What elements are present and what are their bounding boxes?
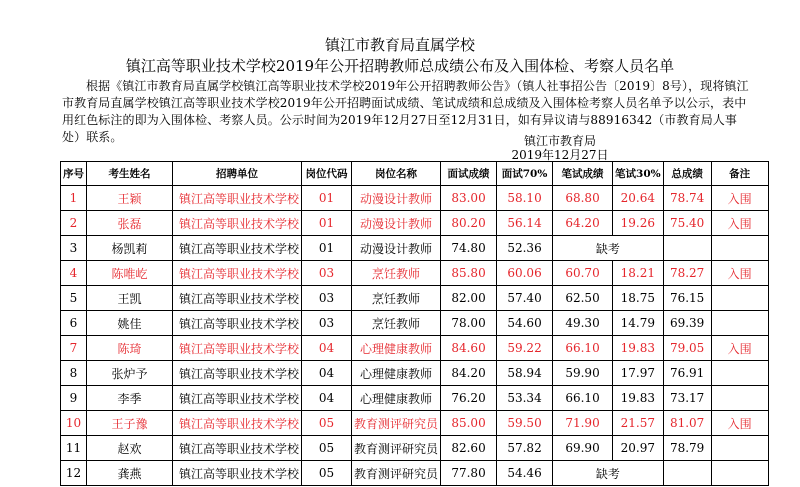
cell-written30: 19.83 [613,386,664,411]
cell-post: 动漫设计教师 [352,211,441,236]
cell-total [663,461,711,486]
cell-name: 姚佳 [87,311,173,336]
cell-unit: 镇江高等职业技术学校 [173,361,302,386]
table-row [61,211,769,236]
cell-written30: 19.26 [613,211,664,236]
table-row [61,436,769,461]
header-code: 岗位代码 [302,162,352,186]
cell-name: 陈唯屹 [87,261,173,286]
cell-post: 烹饪教师 [352,311,441,336]
cell-total: 78.27 [663,261,711,286]
cell-written30: 18.21 [613,261,664,286]
cell-post: 动漫设计教师 [352,236,441,261]
header-post: 岗位名称 [352,162,441,186]
cell-no: 6 [61,311,87,336]
cell-name: 赵欢 [87,436,173,461]
cell-interview70: 59.22 [497,336,553,361]
cell-unit: 镇江高等职业技术学校 [173,261,302,286]
table-row [61,186,769,211]
results-table [60,161,769,486]
table-row [61,386,769,411]
cell-name: 李季 [87,386,173,411]
cell-interview70: 58.10 [497,186,553,211]
cell-post: 教育测评研究员 [352,461,441,486]
cell-note: 入围 [711,411,768,436]
cell-total: 79.05 [663,336,711,361]
cell-interview70: 60.06 [497,261,553,286]
cell-written: 68.80 [553,186,613,211]
cell-written: 71.90 [553,411,613,436]
cell-post: 心理健康教师 [352,336,441,361]
cell-interview: 76.20 [441,386,497,411]
cell-interview: 78.00 [441,311,497,336]
header-total: 总成绩 [663,162,711,186]
cell-written: 66.10 [553,386,613,411]
cell-unit: 镇江高等职业技术学校 [173,211,302,236]
cell-note [711,361,768,386]
cell-unit: 镇江高等职业技术学校 [173,336,302,361]
cell-interview: 82.00 [441,286,497,311]
cell-no: 8 [61,361,87,386]
cell-code: 04 [302,386,352,411]
cell-written: 49.30 [553,311,613,336]
cell-interview70: 57.82 [497,436,553,461]
cell-written30: 18.75 [613,286,664,311]
cell-interview: 84.20 [441,361,497,386]
cell-post: 心理健康教师 [352,361,441,386]
header-no: 序号 [61,162,87,186]
cell-interview70: 52.36 [497,236,553,261]
cell-name: 龚燕 [87,461,173,486]
cell-no: 12 [61,461,87,486]
header-written: 笔试成绩 [553,162,613,186]
table-row [61,311,769,336]
cell-interview70: 58.94 [497,361,553,386]
header-interview70: 面试70% [497,162,553,186]
cell-code: 03 [302,311,352,336]
header-unit: 招聘单位 [173,162,302,186]
intro-paragraph: 根据《镇江市教育局直属学校镇江高等职业技术学校2019年公开招聘教师公告》（镇人社事招公告〔2019〕8号），现将镇江市教育局直属学校镇江高等职业技术学校2019年公开招聘面试成绩、笔试成绩和总成绩及入围体检考察人员名单予以公示，表中用红色标注的即为入围体检、考察人员。公示时间为2019年12月27日至12月31日，如有异议请与88916342（市教育局人事处）联系。 [62,79,749,144]
table-row [61,236,769,261]
cell-total: 73.17 [663,386,711,411]
cell-total: 78.74 [663,186,711,211]
cell-written: 66.10 [553,336,613,361]
cell-name: 杨凯莉 [87,236,173,261]
cell-unit: 镇江高等职业技术学校 [173,386,302,411]
cell-total: 78.79 [663,436,711,461]
cell-total: 76.91 [663,361,711,386]
cell-note: 入围 [711,336,768,361]
cell-name: 陈琦 [87,336,173,361]
table-body [61,186,769,486]
cell-interview: 83.00 [441,186,497,211]
cell-total: 75.40 [663,211,711,236]
cell-no: 1 [61,186,87,211]
cell-no: 7 [61,336,87,361]
cell-note [711,236,768,261]
cell-post: 烹饪教师 [352,286,441,311]
cell-interview: 82.60 [441,436,497,461]
cell-name: 王凯 [87,286,173,311]
cell-code: 03 [302,261,352,286]
cell-interview70: 56.14 [497,211,553,236]
page-subtitle: 镇江高等职业技术学校2019年公开招聘教师总成绩公布及入围体检、考察人员名单 [125,57,675,75]
cell-written: 60.70 [553,261,613,286]
cell-no: 3 [61,236,87,261]
cell-absent: 缺考 [553,236,664,261]
cell-note [711,436,768,461]
cell-name: 王子豫 [87,411,173,436]
cell-written: 64.20 [553,211,613,236]
cell-note [711,461,768,486]
cell-interview70: 54.60 [497,311,553,336]
cell-unit: 镇江高等职业技术学校 [173,411,302,436]
cell-unit: 镇江高等职业技术学校 [173,311,302,336]
cell-post: 动漫设计教师 [352,186,441,211]
cell-unit: 镇江高等职业技术学校 [173,186,302,211]
header-name: 考生姓名 [87,162,173,186]
cell-written: 59.90 [553,361,613,386]
cell-note: 入围 [711,186,768,211]
cell-note [711,286,768,311]
cell-interview: 85.00 [441,411,497,436]
cell-unit: 镇江高等职业技术学校 [173,286,302,311]
cell-no: 5 [61,286,87,311]
cell-interview: 85.80 [441,261,497,286]
cell-code: 03 [302,286,352,311]
cell-interview: 84.60 [441,336,497,361]
cell-no: 9 [61,386,87,411]
cell-interview: 77.80 [441,461,497,486]
cell-written30: 21.57 [613,411,664,436]
cell-note [711,311,768,336]
cell-code: 01 [302,211,352,236]
header-note: 备注 [711,162,768,186]
table-row [61,336,769,361]
issuer: 镇江市教育局 [523,134,596,148]
cell-code: 05 [302,436,352,461]
cell-unit: 镇江高等职业技术学校 [173,461,302,486]
cell-total: 76.15 [663,286,711,311]
cell-total: 81.07 [663,411,711,436]
header-written30: 笔试30% [613,162,664,186]
header-interview: 面试成绩 [441,162,497,186]
cell-total: 69.39 [663,311,711,336]
table-row [61,411,769,436]
cell-absent: 缺考 [553,461,664,486]
cell-interview70: 57.40 [497,286,553,311]
cell-post: 烹饪教师 [352,261,441,286]
cell-post: 教育测评研究员 [352,436,441,461]
cell-unit: 镇江高等职业技术学校 [173,436,302,461]
cell-written: 69.90 [553,436,613,461]
cell-code: 01 [302,186,352,211]
cell-no: 10 [61,411,87,436]
cell-written: 62.50 [553,286,613,311]
cell-no: 11 [61,436,87,461]
cell-note: 入围 [711,261,768,286]
cell-name: 张磊 [87,211,173,236]
cell-code: 01 [302,236,352,261]
cell-interview: 74.80 [441,236,497,261]
cell-interview: 80.20 [441,211,497,236]
cell-unit: 镇江高等职业技术学校 [173,236,302,261]
cell-code: 05 [302,461,352,486]
table-header-row [61,162,769,186]
cell-written30: 19.83 [613,336,664,361]
cell-note: 入围 [711,211,768,236]
table-row [61,261,769,286]
cell-interview70: 53.34 [497,386,553,411]
cell-note [711,386,768,411]
table-row [61,461,769,486]
cell-total [663,236,711,261]
cell-interview70: 59.50 [497,411,553,436]
cell-no: 4 [61,261,87,286]
cell-post: 教育测评研究员 [352,411,441,436]
cell-written30: 20.97 [613,436,664,461]
page-title: 镇江市教育局直属学校 [324,36,475,54]
cell-post: 心理健康教师 [352,386,441,411]
table-row [61,361,769,386]
cell-written30: 20.64 [613,186,664,211]
cell-written30: 14.79 [613,311,664,336]
cell-code: 05 [302,411,352,436]
cell-interview70: 54.46 [497,461,553,486]
cell-code: 04 [302,361,352,386]
cell-name: 张炉予 [87,361,173,386]
cell-name: 王颖 [87,186,173,211]
cell-no: 2 [61,211,87,236]
table-row [61,286,769,311]
issue-date: 2019年12月27日 [511,148,609,162]
cell-written30: 17.97 [613,361,664,386]
cell-code: 04 [302,336,352,361]
